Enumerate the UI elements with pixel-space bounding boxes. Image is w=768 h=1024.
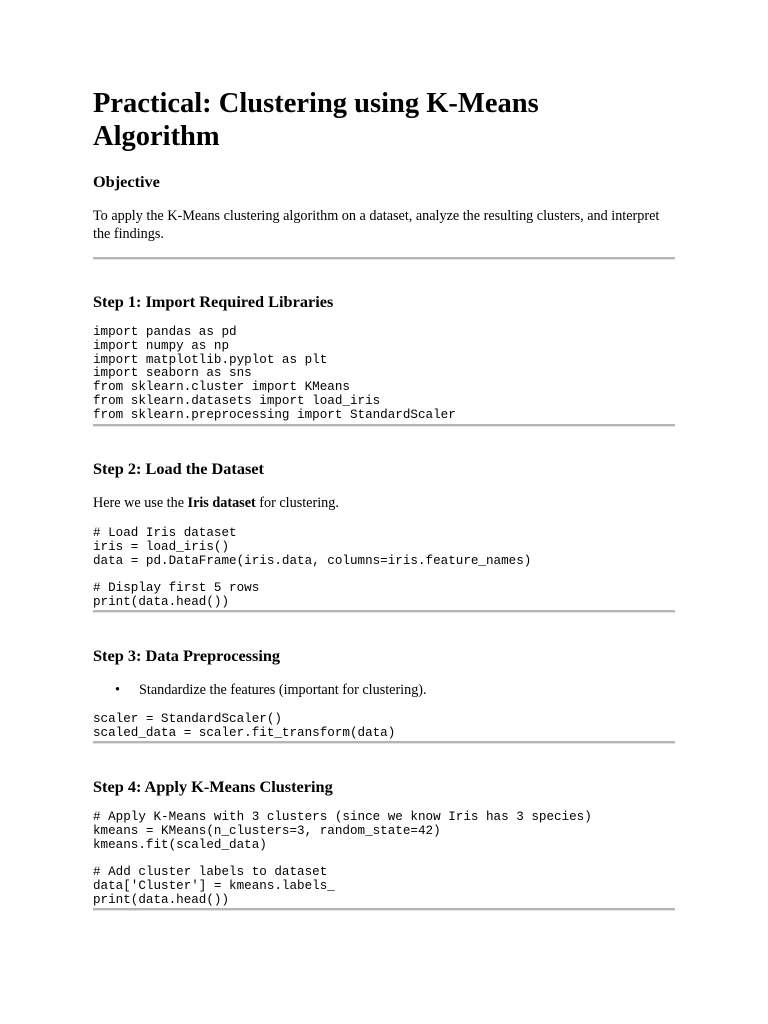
bullet-text: Standardize the features (important for clustering).	[139, 682, 427, 698]
step3-code-block: scaler = StandardScaler() scaled_data = scaler.fit_transform(data)	[93, 712, 396, 740]
step4-heading: Step 4: Apply K-Means Clustering	[93, 777, 333, 796]
step2-heading: Step 2: Load the Dataset	[93, 459, 264, 478]
step2-intro-start: Here we use the	[93, 495, 188, 511]
code-divider	[93, 908, 675, 911]
section-divider	[93, 257, 675, 260]
step1-code-block: import pandas as pd import numpy as np import matplotlib.pyplot as plt import seaborn as sns from sklearn.cluster import KMeans from sklearn.datasets import load_iris from sklearn.preprocessing import StandardScaler	[93, 325, 456, 422]
code-divider	[93, 424, 675, 427]
objective-heading: Objective	[93, 172, 160, 191]
bullet-icon: •	[115, 682, 120, 698]
step2-intro-end: for clustering.	[255, 495, 339, 511]
step3-heading: Step 3: Data Preprocessing	[93, 646, 281, 665]
step4-code-block: # Apply K-Means with 3 clusters (since we know Iris has 3 species) kmeans = KMeans(n_clusters=3, random_state=42) kmeans.fit(scaled_data) # Add cluster labels to dataset data['Cluster'] = kmeans.labels_ print(data.head())	[93, 810, 592, 907]
code-divider	[93, 610, 675, 613]
step2-intro	[93, 494, 675, 512]
objective-text: To apply the K-Means clustering algorithm on a dataset, analyze the resulting clusters, and interpret the findings.	[93, 208, 660, 242]
step2-code-block: # Load Iris dataset iris = load_iris() data = pd.DataFrame(iris.data, columns=iris.feature_names) # Display first 5 rows print(data.head())	[93, 526, 532, 609]
step2-intro-emphasis: Iris dataset	[187, 495, 256, 511]
page-title: Practical: Clustering using K-Means Algorithm	[93, 88, 539, 152]
code-divider	[93, 741, 675, 744]
step1-heading: Step 1: Import Required Libraries	[93, 292, 334, 311]
